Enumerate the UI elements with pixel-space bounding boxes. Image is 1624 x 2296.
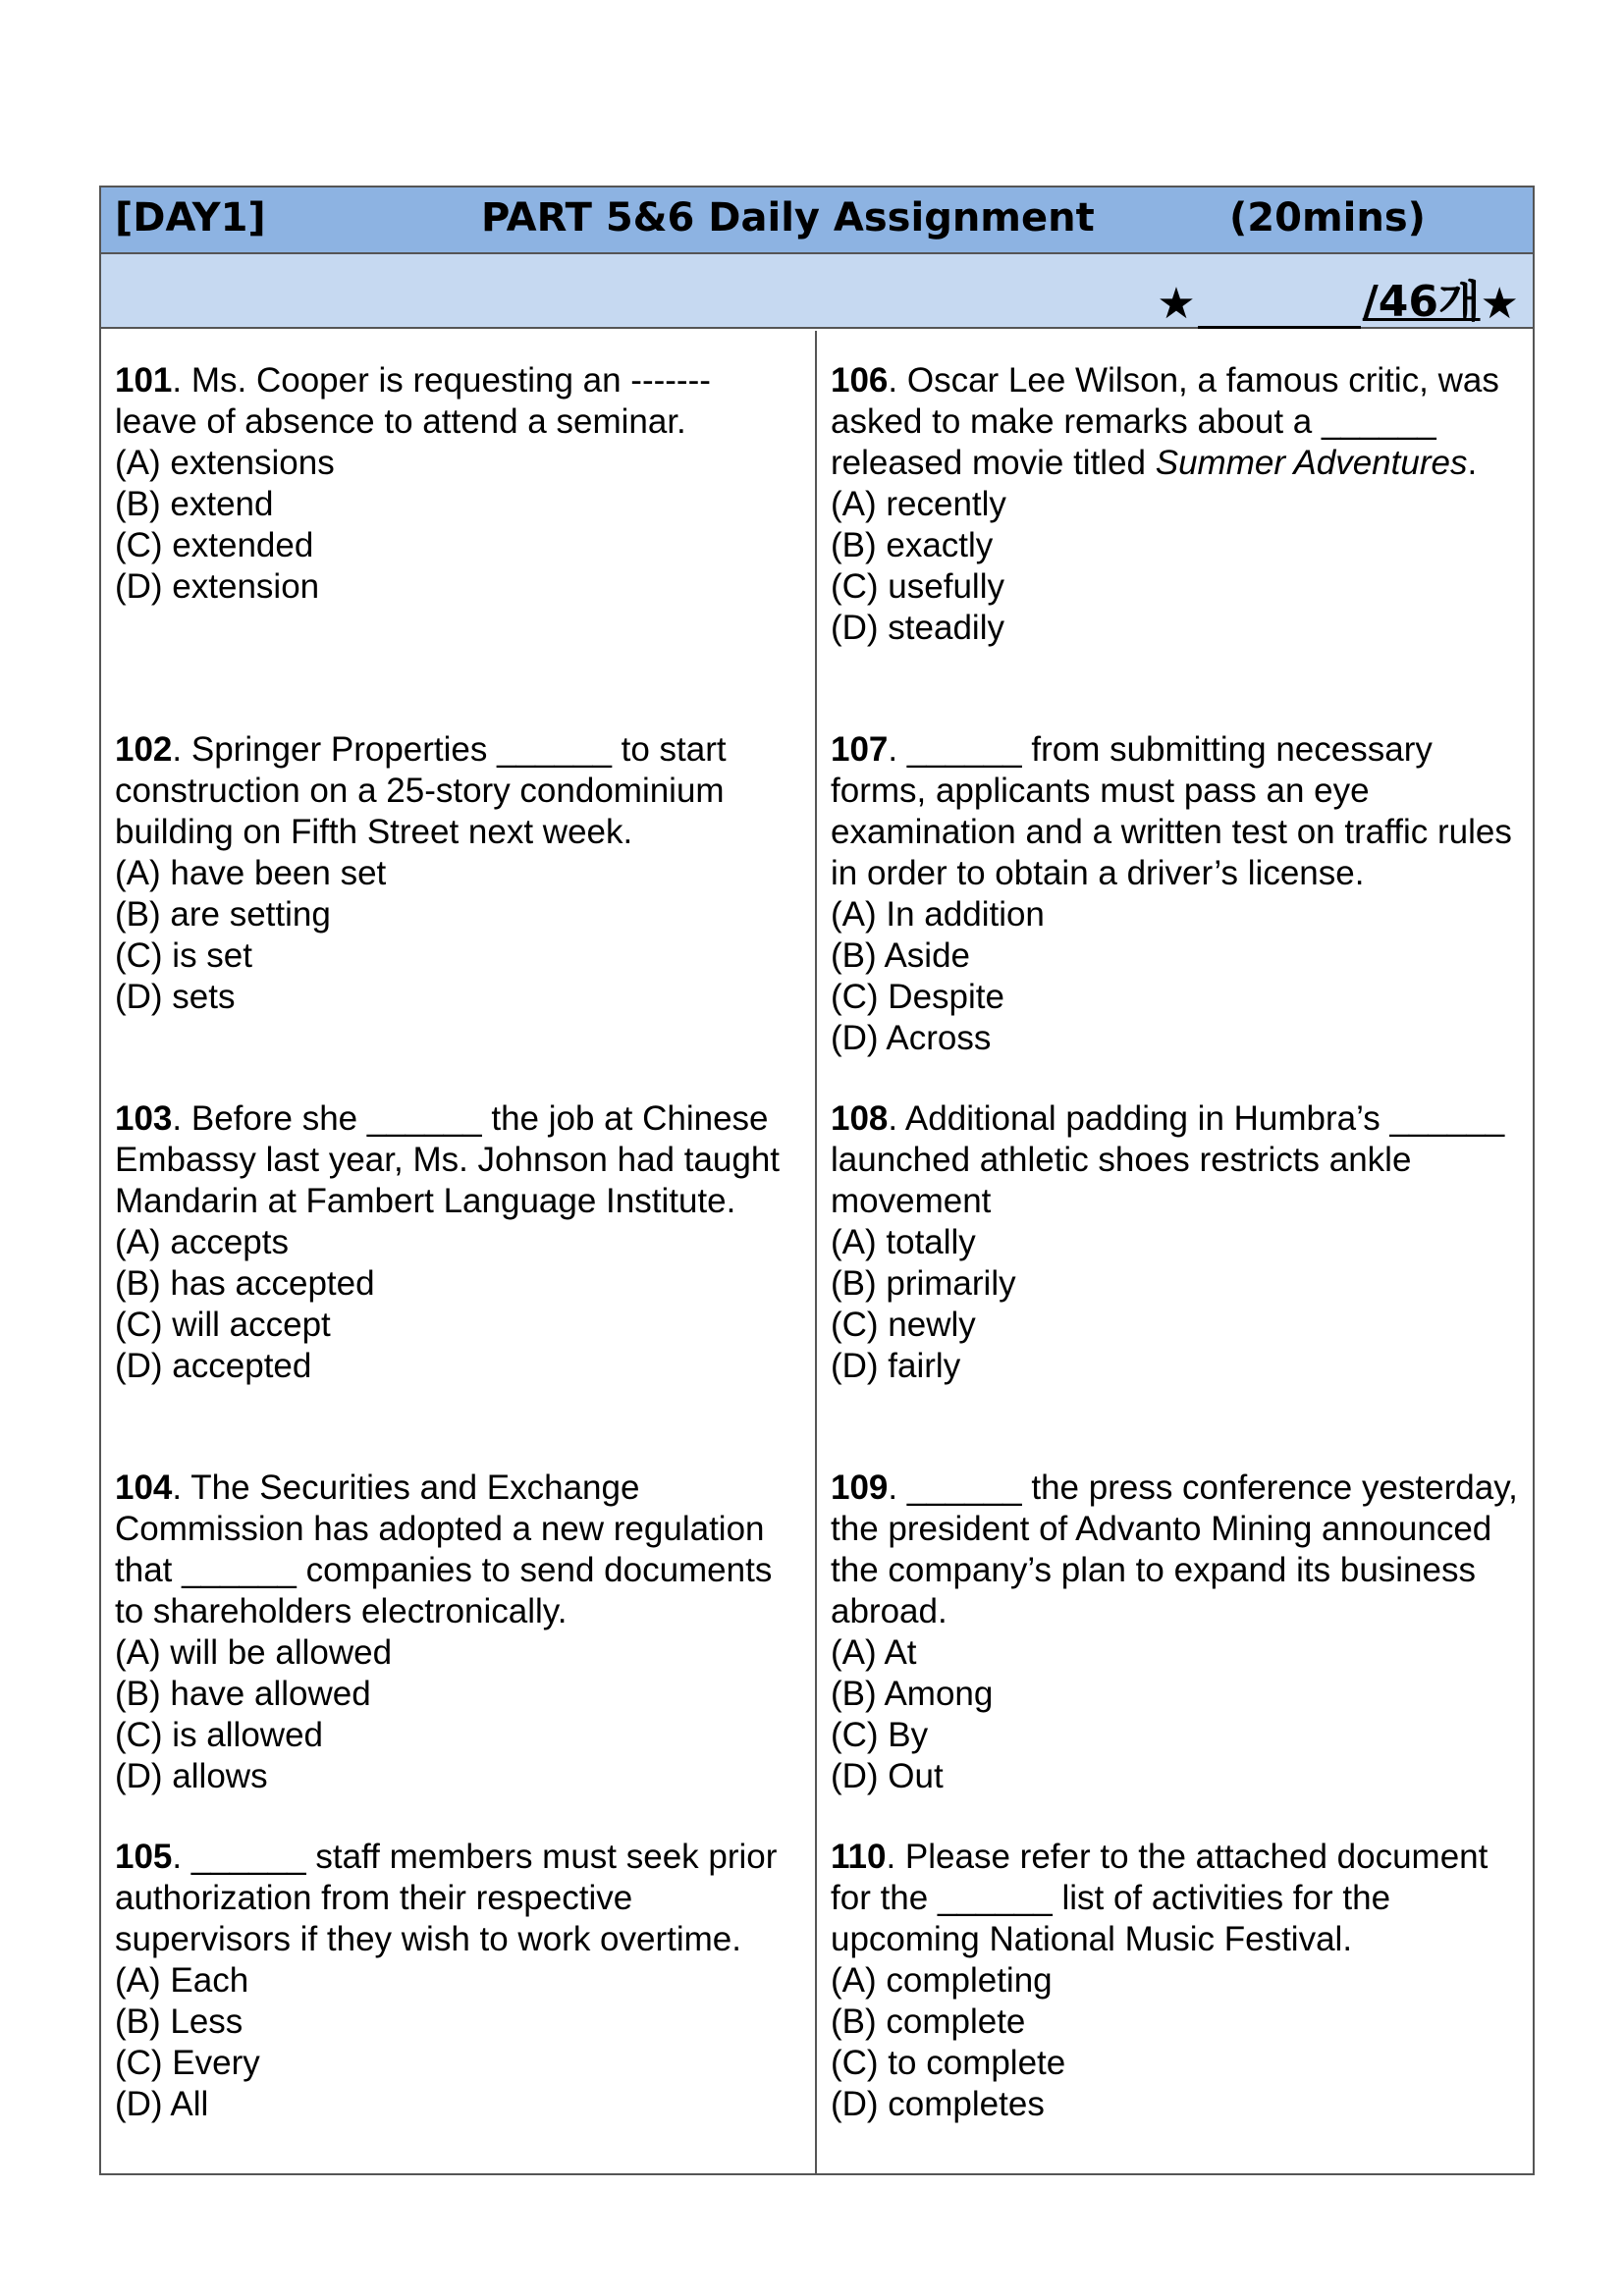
question-107: [831, 729, 1519, 1098]
option-d[interactable]: (D) completes: [831, 2085, 1045, 2123]
option-d[interactable]: (D) accepted: [115, 1347, 312, 1385]
option-b[interactable]: (B) Less: [115, 2002, 244, 2041]
option-d[interactable]: (D) steadily: [831, 609, 1004, 647]
question-stem: . Before she ______ the job at Chinese Embassy last year, Ms. Johnson had taught Mandarin at Fambert Language Institute.: [115, 1099, 781, 1220]
option-d[interactable]: (D) allows: [115, 1757, 268, 1795]
question-number: 102: [115, 730, 173, 769]
question-106: [831, 360, 1519, 729]
time-limit: (20mins): [1229, 195, 1426, 240]
score-box: [1157, 266, 1519, 329]
option-c[interactable]: (C) newly: [831, 1306, 976, 1344]
option-c[interactable]: (C) By: [831, 1716, 929, 1754]
option-c[interactable]: (C) Every: [115, 2044, 260, 2082]
option-b[interactable]: (B) exactly: [831, 526, 994, 564]
question-number: 107: [831, 730, 889, 769]
question-103: [115, 1098, 801, 1468]
score-total: /46개: [1362, 277, 1481, 327]
question-number: 104: [115, 1468, 173, 1507]
header-row: [101, 187, 1533, 254]
score-row: [101, 254, 1533, 329]
day-label: [DAY1]: [115, 195, 266, 240]
star-icon: ★: [1157, 279, 1196, 329]
option-c[interactable]: (C) is set: [115, 936, 252, 975]
movie-title: Summer Adventures: [1155, 444, 1468, 482]
option-a[interactable]: (A) completing: [831, 1961, 1053, 2000]
question-102: [115, 729, 801, 1098]
option-a[interactable]: (A) totally: [831, 1223, 976, 1261]
question-stem: . ______ staff members must seek prior authorization from their respective supervisors if they wish to work overtime.: [115, 1838, 778, 1958]
question-stem: . ______ from submitting necessary forms, applicants must pass an eye examination and a written test on traffic rules in order to obtain a driver’s license.: [831, 730, 1512, 892]
option-a[interactable]: (A) Each: [115, 1961, 249, 2000]
question-stem: . Additional padding in Humbra’s ______ launched athletic shoes restricts ankle movement: [831, 1099, 1505, 1220]
option-d[interactable]: (D) Out: [831, 1757, 944, 1795]
question-104: [115, 1468, 801, 1837]
option-d[interactable]: (D) fairly: [831, 1347, 961, 1385]
option-b[interactable]: (B) Aside: [831, 936, 970, 975]
option-c[interactable]: (C) will accept: [115, 1306, 331, 1344]
option-a[interactable]: (A) extensions: [115, 444, 335, 482]
question-number: 108: [831, 1099, 889, 1138]
option-c[interactable]: (C) extended: [115, 526, 314, 564]
question-110: [831, 1837, 1519, 2206]
question-stem: . Oscar Lee Wilson, a famous critic, was asked to make remarks about a ______ released movie titled: [831, 361, 1499, 482]
question-number: 103: [115, 1099, 173, 1138]
question-stem: . Springer Properties ______ to start construction on a 25-story condominium building on Fifth Street next week.: [115, 730, 727, 851]
question-number: 101: [115, 361, 173, 400]
question-number: 109: [831, 1468, 889, 1507]
option-d[interactable]: (D) All: [115, 2085, 209, 2123]
option-a[interactable]: (A) will be allowed: [115, 1633, 393, 1672]
question-stem: . The Securities and Exchange Commission has adopted a new regulation that ______ companies to send documents to shareholders electronically.: [115, 1468, 773, 1630]
question-column-right: [817, 331, 1533, 2173]
question-grid: [101, 331, 1533, 2173]
question-column-left: [101, 331, 817, 2173]
question-number: 105: [115, 1838, 173, 1876]
option-b[interactable]: (B) extend: [115, 485, 274, 523]
option-c[interactable]: (C) Despite: [831, 978, 1004, 1016]
option-a[interactable]: (A) At: [831, 1633, 917, 1672]
question-stem: . Ms. Cooper is requesting an ------- leave of absence to attend a seminar.: [115, 361, 711, 441]
star-icon: ★: [1480, 279, 1519, 329]
option-d[interactable]: (D) sets: [115, 978, 236, 1016]
option-b[interactable]: (B) are setting: [115, 895, 331, 934]
question-109: [831, 1468, 1519, 1837]
question-stem: . Please refer to the attached document for the ______ list of activities for the upcoming National Music Festival.: [831, 1838, 1489, 1958]
question-stem-end: .: [1467, 444, 1478, 482]
assignment-title: PART 5&6 Daily Assignment: [481, 195, 1095, 240]
question-108: [831, 1098, 1519, 1468]
option-d[interactable]: (D) Across: [831, 1019, 992, 1057]
score-blank[interactable]: [1198, 286, 1361, 329]
option-d[interactable]: (D) extension: [115, 567, 320, 606]
option-a[interactable]: (A) accepts: [115, 1223, 289, 1261]
option-b[interactable]: (B) have allowed: [115, 1675, 371, 1713]
question-101: [115, 360, 801, 729]
option-b[interactable]: (B) primarily: [831, 1264, 1016, 1303]
option-b[interactable]: (B) complete: [831, 2002, 1026, 2041]
question-105: [115, 1837, 801, 2206]
option-c[interactable]: (C) to complete: [831, 2044, 1066, 2082]
question-stem: . ______ the press conference yesterday, the president of Advanto Mining announced the company’s plan to expand its business abroad.: [831, 1468, 1518, 1630]
option-a[interactable]: (A) In addition: [831, 895, 1045, 934]
question-number: 106: [831, 361, 889, 400]
option-a[interactable]: (A) recently: [831, 485, 1006, 523]
option-b[interactable]: (B) has accepted: [115, 1264, 375, 1303]
option-a[interactable]: (A) have been set: [115, 854, 387, 892]
question-number: 110: [831, 1838, 887, 1876]
option-c[interactable]: (C) usefully: [831, 567, 1004, 606]
option-b[interactable]: (B) Among: [831, 1675, 994, 1713]
assignment-sheet: [99, 186, 1535, 2175]
option-c[interactable]: (C) is allowed: [115, 1716, 323, 1754]
